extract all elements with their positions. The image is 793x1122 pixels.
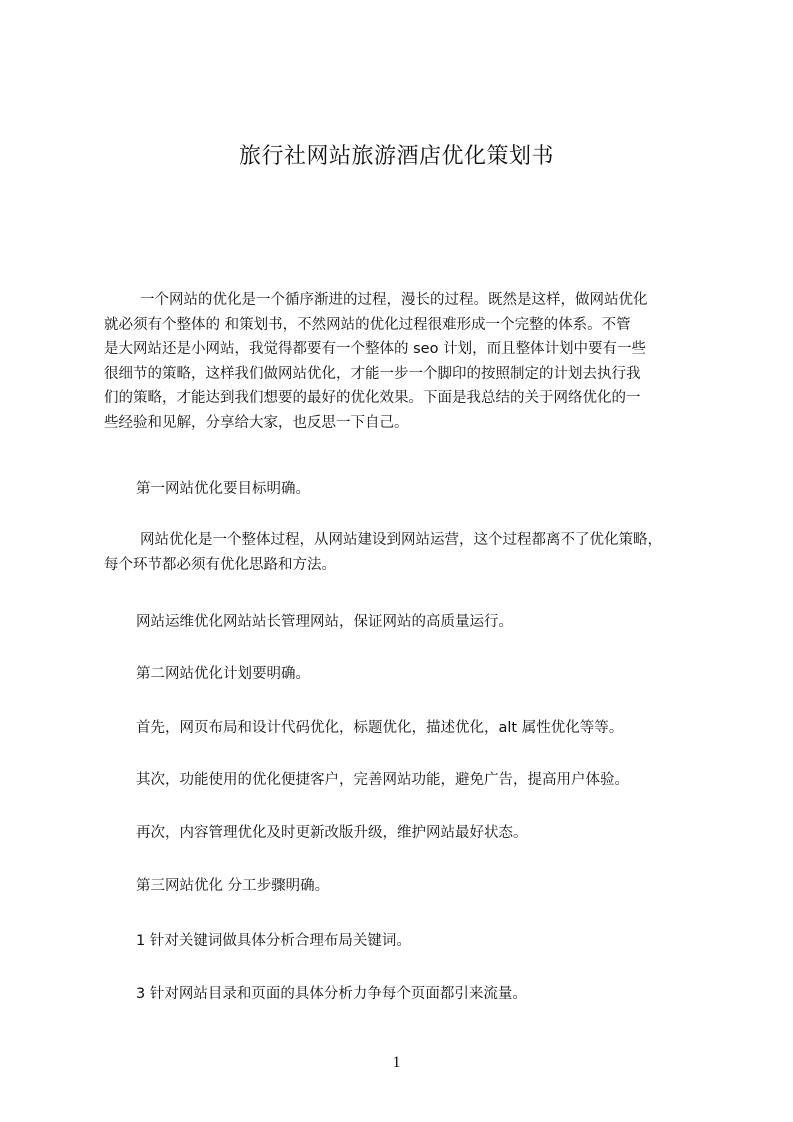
- section1-body-line: 网站优化是一个整体过程，从网站建设到网站运营，这个过程都离不了优化策略，: [140, 532, 662, 548]
- section1-heading: [136, 477, 736, 502]
- page-number: 1: [392, 1054, 401, 1071]
- section2-heading: [136, 662, 736, 687]
- intro-line: 们的策略，才能达到我们想要的最好的优化效果。下面是我总结的关于网络优化的一: [104, 390, 641, 406]
- section3-heading: [136, 874, 736, 899]
- section1-body: [104, 528, 704, 577]
- section2-heading-text: 第二网站优化计划要明确。: [136, 666, 310, 682]
- section2-first: [136, 716, 736, 741]
- section1-note: [136, 610, 736, 635]
- document-title: 旅行社网站旅游酒店优化策划书: [238, 144, 554, 169]
- section3-item1: [136, 929, 736, 954]
- section2-second-text: 其次，功能使用的优化便捷客户，完善网站功能，避免广告，提高用户体验。: [136, 772, 629, 788]
- intro-line: 是大网站还是小网站，我觉得都要有一个整体的 seo 计划，而且整体计划中要有一些: [104, 341, 647, 357]
- section2-third-text: 再次，内容管理优化及时更新改版升级，维护网站最好状态。: [136, 825, 528, 841]
- intro-line: 就必须有个整体的 和策划书，不然网站的优化过程很难形成一个完整的体系。不管: [104, 316, 631, 333]
- intro-line: 些经验和见解，分享给大家，也反思一下自己。: [104, 414, 409, 431]
- intro-line: 很细节的策略，这样我们做网站优化，才能一步一个脚印的按照制定的计划去执行我: [104, 365, 641, 382]
- section3-item3: [136, 982, 736, 1007]
- section3-item3-text: 3 针对网站目录和页面的具体分析力争每个页面都引来流量。: [136, 986, 527, 1002]
- intro-paragraph: [104, 288, 704, 435]
- intro-line: 一个网站的优化是一个循序渐进的过程，漫长的过程。既然是这样，做网站优化: [140, 292, 648, 308]
- section2-second: [136, 768, 736, 793]
- section3-heading-text: 第三网站优化 分工步骤明确。: [136, 878, 330, 894]
- section1-note-text: 网站运维优化网站站长管理网站，保证网站的高质量运行。: [136, 614, 513, 630]
- section1-heading-text: 第一网站优化要目标明确。: [136, 481, 310, 497]
- section2-first-text: 首先，网页布局和设计代码优化，标题优化，描述优化，alt 属性优化等等。: [136, 720, 624, 736]
- section3-item1-text: 1 针对关键词做具体分析合理布局关键词。: [136, 933, 411, 949]
- section2-third: [136, 821, 736, 846]
- section1-body-line: 每个环节都必须有优化思路和方法。: [104, 556, 336, 573]
